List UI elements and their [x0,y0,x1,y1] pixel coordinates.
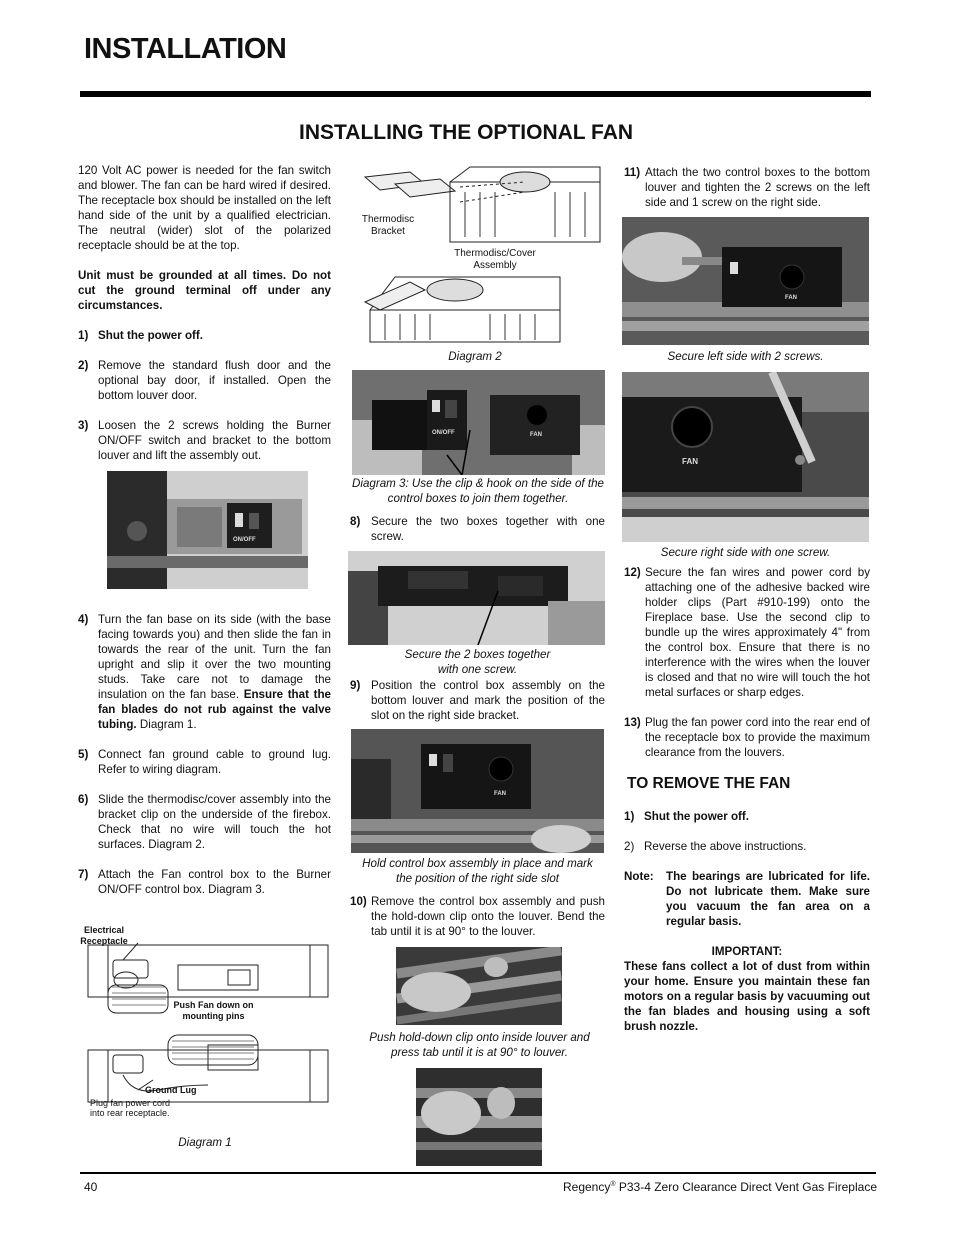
step-number: 6) [78,793,89,806]
step-9 [350,678,605,723]
photo-11b-caption: Secure right side with one screw. [660,546,831,559]
footer-brand: Regency [562,1180,611,1194]
step-1 [78,328,331,343]
note [624,869,870,929]
remove-steps [624,809,870,1034]
fan-label: FAN [785,295,797,301]
bend-tab-illustration [416,1068,542,1166]
step-text: Slide the thermodisc/cover assembly into the bracket clip on the underside of the firebox. Check that no wire will touch the hot surfaces. Diagram 2. [98,793,331,851]
diagram-1-caption: Diagram 1 [178,1136,232,1149]
left-column-continued [78,612,331,897]
step-3 [78,418,331,463]
step-text: Remove the standard flush door and the optional bay door, if installed. Open the bottom louver door. [98,359,331,402]
step-11-block [624,165,870,210]
right-screw-illustration [622,372,869,542]
step-5 [78,747,331,777]
note-label: Note: [624,870,654,883]
control-boxes-illustration [352,370,605,475]
step-number: 12) [624,566,641,579]
step-text [98,612,331,732]
label-push-fan: Push Fan down on mounting pins [173,1000,254,1021]
secure-boxes-illustration [348,551,605,645]
step-10-block [350,894,605,939]
step-10 [350,894,605,939]
footer-product [563,1180,877,1194]
step-text: Attach the Fan control box to the Burner ON/OFF control box. Diagram 3. [98,868,331,896]
step-number: 13) [624,716,641,729]
step-12 [624,565,870,700]
step-text: Plug the fan power cord into the rear end of the receptacle box to provide the maximum clearance from the louvers. [645,716,870,759]
diagram-3-caption: Diagram 3: Use the clip & hook on the side of the control boxes to join them together. [352,477,604,505]
diagram-3-photo [352,370,605,475]
step-6 [78,792,331,852]
registered-mark: ® [610,1181,616,1188]
step-8 [350,514,605,544]
photo-left-screws [622,217,869,345]
step-number: 5) [78,748,89,761]
diagram-2 [350,162,605,347]
note-text: The bearings are lubricated for life. Do not lubricate them. Make sure you vacuum the fan area on a regular basis. [666,870,870,928]
step-number: 1) [624,810,635,823]
step-text: Shut the power off. [644,810,749,823]
step-number: 1) [78,329,89,342]
step-8-block [350,514,605,544]
ground-warning: Unit must be grounded at all times. Do not cut the ground terminal off under any circumstances. [78,269,331,312]
position-box-illustration [351,729,604,853]
photo-hold-down-clip [396,947,562,1025]
step-4 [78,612,331,732]
section-title: INSTALLING THE OPTIONAL FAN [299,121,634,144]
photo-8-caption: Secure the 2 boxes together with one screw. [404,648,551,676]
step-4-text-c: Diagram 1. [139,718,197,731]
fan-label: FAN [682,457,698,466]
step-number: 2) [624,840,635,853]
step-number: 4) [78,613,89,626]
fan-wiring-illustration [78,925,333,1125]
step-text: Reverse the above instructions. [644,840,807,853]
step-number: 8) [350,515,361,528]
step-4-text-b: Ensure that the fan blades do not rub against the valve tubing. [98,688,331,731]
step-4-text-a: Turn the fan base on its side (with the base facing towards you) and then slide the fan in towards the rear of the unit. Turn the fan upright and slip it over the two mounting studs. Take care not to damage the insulation on the fan base. [98,613,331,701]
photo-position-box [351,729,604,853]
onoff-label: ON/OFF [432,430,455,436]
remove-fan-title: TO REMOVE THE FAN [627,775,791,792]
remove-step-2 [624,839,870,854]
fan-label: FAN [530,432,542,438]
step-number: 11) [624,166,641,179]
step-text: Position the control box assembly on the bottom louver and mark the position of the slot on the right side bracket. [371,679,605,722]
photo-11a-caption: Secure left side with 2 screws. [667,350,824,363]
step-number: 10) [350,895,367,908]
fan-label: FAN [494,791,506,797]
step-9-block [350,678,605,723]
step-text: Connect fan ground cable to ground lug. Refer to wiring diagram. [98,748,331,776]
step-number: 3) [78,419,89,432]
label-thermodisc-bracket: Thermodisc Bracket [361,214,415,237]
footer-product-name: P33-4 Zero Clearance Direct Vent Gas Fireplace [618,1180,877,1194]
photo-bend-tab [416,1068,542,1166]
label-plug-1: Plug fan power cord [90,1098,171,1108]
left-column [78,163,331,463]
photo-secure-boxes [348,551,605,645]
step-13 [624,715,870,760]
intro-paragraph: 120 Volt AC power is needed for the fan switch and blower. The fan can be hard wired if desired. The receptacle box should be installed on the left hand side of the unit by a qualified electrician. The neutral (wider) slot of the polarized receptacle should be at the top. [78,164,331,252]
page-number: 40 [84,1180,98,1194]
clip-illustration [396,947,562,1025]
left-screws-illustration [622,217,869,345]
photo-10-caption: Push hold-down clip onto inside louver and press tab until it is at 90° to louver. [369,1031,590,1059]
step-text: Secure the two boxes together with one screw. [371,515,605,543]
label-plug-2: into rear receptacle. [90,1108,170,1118]
label-electrical: Electrical Receptacle [80,925,128,946]
step-7 [78,867,331,897]
step-text: Secure the fan wires and power cord by attaching one of the adhesive backed wire holder clips (Part #910-199) onto the Fireplace base. Use the second clip to bundle up the wires approximately 4" from the control box. Ensure that there is no interference with the wires when the louver is closed and that no wire will touch the hot metal surfaces or sharp edges. [645,566,870,699]
remove-step-1 [624,809,870,824]
step-number: 7) [78,868,89,881]
step-2 [78,358,331,403]
label-thermodisc-assembly: Thermodisc/Cover Assembly [454,248,536,271]
switch-bracket-illustration [107,471,308,589]
onoff-label: ON/OFF [233,537,256,543]
step-text: Attach the two control boxes to the bottom louver and tighten the 2 screws on the left side and 1 screw on the right side. [645,166,870,209]
steps-12-13 [624,565,870,760]
important-text: These fans collect a lot of dust from within your home. Ensure you maintain these fan motors on a regular basis by vacuuming out the fan blades and housing using a soft brush nozzle. [624,960,870,1033]
step-text: Shut the power off. [98,329,203,342]
step-number: 2) [78,359,89,372]
page-title: INSTALLATION [84,33,287,65]
photo-switch-bracket [107,471,308,589]
footer-rule [80,1172,876,1174]
step-11 [624,165,870,210]
label-ground-lug: Ground Lug [145,1085,197,1095]
step-number: 9) [350,679,361,692]
important-title: IMPORTANT: [711,945,783,958]
photo-9-caption: Hold control box assembly in place and mark the position of the right side slot [362,857,593,885]
header-rule [80,91,871,97]
step-text: Loosen the 2 screws holding the Burner ON/OFF switch and bracket to the bottom louver and lift the assembly out. [98,419,331,462]
step-text: Remove the control box assembly and push the hold-down clip onto the louver. Bend the tab until it is at 90° to the louver. [371,895,605,938]
diagram-1 [78,925,333,1125]
diagram-2-caption: Diagram 2 [448,350,502,363]
photo-right-screw [622,372,869,542]
